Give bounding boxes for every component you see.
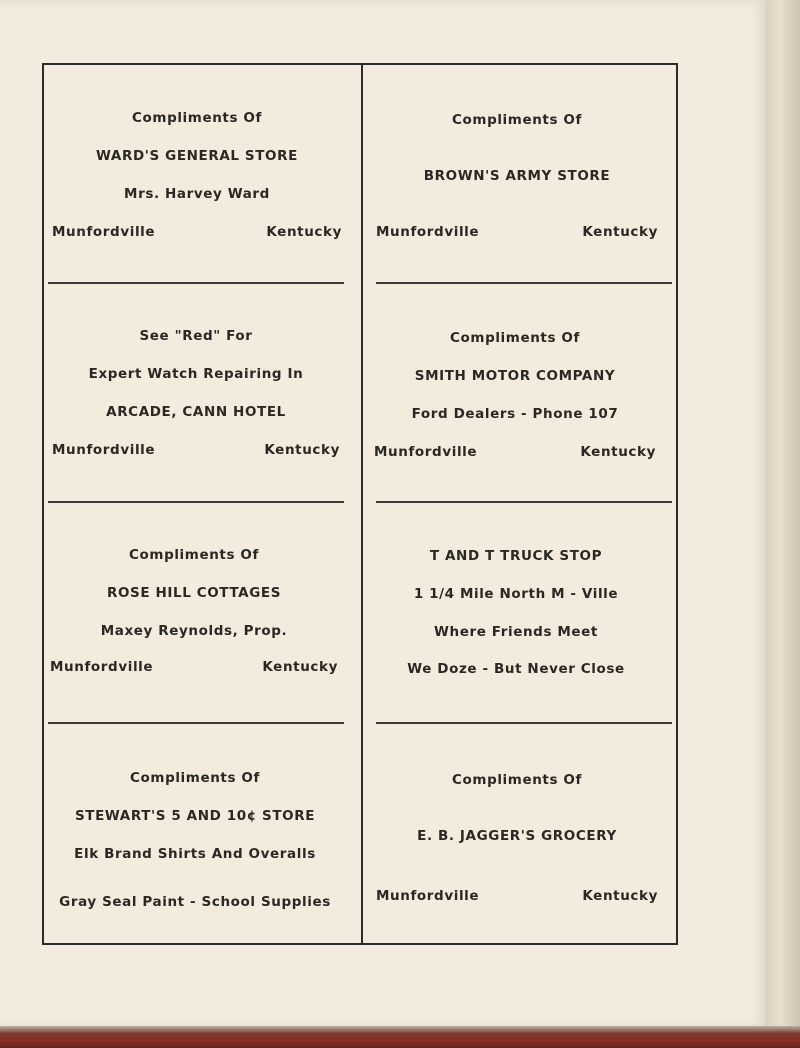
ad-separator [376,722,672,724]
ad-line: 1 1/4 Mile North M - Ville [413,586,619,602]
ad-business-name: ARCADE, CANN HOTEL [106,404,286,420]
ad-line: Compliments Of [130,770,260,786]
ad-state: Kentucky [264,442,340,458]
ad-city: Munfordville [52,442,156,458]
column-divider [361,63,363,945]
ad-line: Elk Brand Shirts And Overalls [74,846,316,862]
ad-line: Maxey Reynolds, Prop. [100,623,288,639]
ad-line: See "Red" For [139,328,253,344]
ad-line: Compliments Of [452,112,582,128]
ad-state: Kentucky [582,888,658,904]
ad-state: Kentucky [580,444,656,460]
book-cover-edge [0,1026,800,1048]
ad-line: Mrs. Harvey Ward [124,186,270,202]
ad-line: Gray Seal Paint - School Supplies [59,894,331,910]
ad-line: Where Friends Meet [434,624,598,640]
ad-separator [376,282,672,284]
ad-business-name: STEWART'S 5 AND 10¢ STORE [74,808,316,824]
ad-line: Expert Watch Repairing In [88,366,304,382]
ad-city: Munfordville [52,224,156,240]
ad-business-name: WARD'S GENERAL STORE [96,148,298,164]
ad-business-name: SMITH MOTOR COMPANY [414,368,616,384]
ad-line: Ford Dealers - Phone 107 [411,406,619,422]
ad-city: Munfordville [50,659,154,675]
ad-separator [48,282,344,284]
ad-line: Compliments Of [450,330,580,346]
ad-city: Munfordville [376,224,480,240]
ad-separator [48,722,344,724]
ad-line: We Doze - But Never Close [407,661,625,677]
ad-city: Munfordville [374,444,478,460]
ad-business-name: T AND T TRUCK STOP [429,548,603,564]
ad-business-name: ROSE HILL COTTAGES [106,585,282,601]
ad-line: Compliments Of [452,772,582,788]
ad-line: Compliments Of [129,547,259,563]
ad-line: Compliments Of [132,110,262,126]
ad-city: Munfordville [376,888,480,904]
ad-state: Kentucky [262,659,338,675]
page-edge [766,0,800,1028]
ad-business-name: E. B. JAGGER'S GROCERY [417,828,617,844]
ad-business-name: BROWN'S ARMY STORE [423,168,611,184]
ad-separator [48,501,344,503]
ad-state: Kentucky [266,224,342,240]
ad-state: Kentucky [582,224,658,240]
ad-separator [376,501,672,503]
